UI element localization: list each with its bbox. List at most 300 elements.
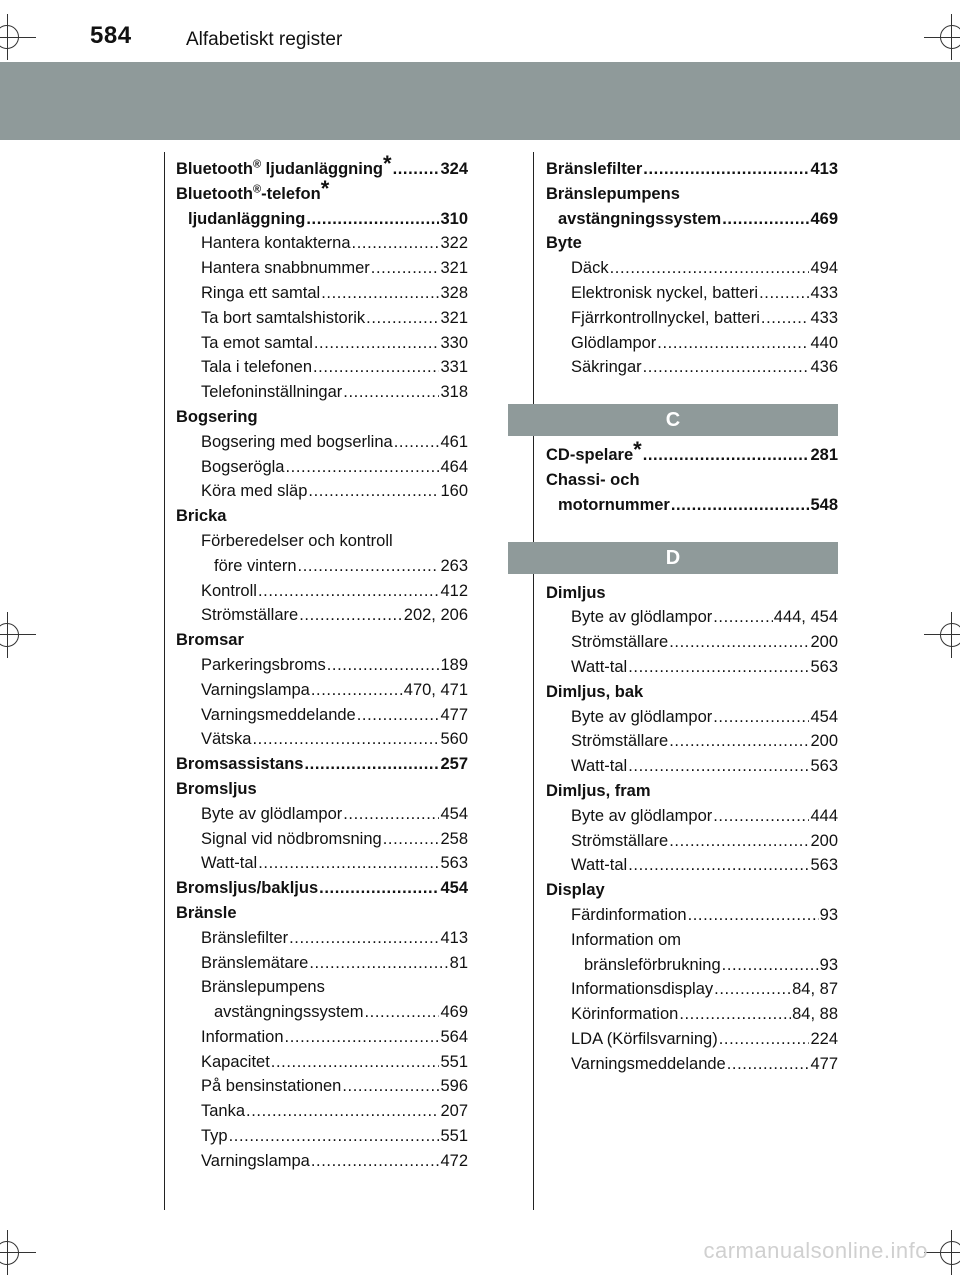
entry-term	[571, 331, 656, 356]
entry-term	[201, 1149, 310, 1174]
page-ref: 321	[440, 308, 468, 327]
dot-leader	[643, 355, 810, 380]
section-letter-c: C	[508, 404, 838, 436]
entry-term	[571, 829, 668, 854]
dot-leader	[722, 207, 809, 232]
dot-leader	[657, 331, 809, 356]
index-entry	[546, 281, 838, 306]
term-text: Bränslemätare	[201, 953, 309, 972]
footnote-star: *	[320, 175, 330, 201]
dot-leader	[352, 231, 440, 256]
dot-leader	[394, 430, 440, 455]
page-ref: 596	[440, 1077, 468, 1096]
index-entry	[546, 355, 838, 380]
page-ref: 331	[440, 358, 468, 377]
dot-leader	[722, 953, 819, 978]
entry-term	[188, 207, 305, 232]
dot-leader	[311, 678, 403, 703]
term-text: Bromsljus	[176, 779, 257, 798]
page-ref: 433	[810, 308, 838, 327]
index-entry	[176, 405, 468, 430]
term-text: Säkringar	[571, 358, 642, 377]
index-entry	[546, 680, 838, 705]
entry-term	[201, 827, 382, 852]
entry-term	[571, 804, 712, 829]
dot-leader	[688, 903, 819, 928]
dot-leader	[719, 1027, 810, 1052]
left-column-rule	[164, 152, 165, 1210]
section-gap	[546, 518, 838, 542]
dot-leader	[628, 853, 809, 878]
index-entry	[546, 953, 838, 978]
index-entry	[176, 355, 468, 380]
entry-term	[201, 727, 251, 752]
dot-leader	[671, 493, 810, 518]
page-ref: 472	[440, 1151, 468, 1170]
index-entry	[176, 1124, 468, 1149]
dot-leader	[252, 727, 439, 752]
entry-term	[176, 904, 237, 922]
dot-leader	[319, 876, 439, 901]
dot-leader	[258, 851, 439, 876]
term-text: Bränslefilter	[546, 160, 643, 178]
term-text: Strömställare	[571, 831, 669, 850]
index-entry	[546, 655, 838, 680]
top-strip	[0, 0, 960, 62]
index-entry	[176, 901, 468, 926]
index-entry	[546, 903, 838, 928]
entry-term	[201, 479, 307, 504]
entry-term	[201, 978, 325, 996]
term-text: Förberedelser och kontroll	[201, 531, 393, 550]
term-text-cont: ljudanläggning	[261, 160, 383, 178]
page-ref: 258	[440, 829, 468, 848]
index-entry	[176, 628, 468, 653]
index-entry	[546, 1027, 838, 1052]
dot-leader	[304, 752, 439, 777]
index-entry	[176, 653, 468, 678]
page-ref: 281	[810, 446, 838, 465]
entry-term	[571, 1027, 718, 1052]
page-ref: 412	[440, 581, 468, 600]
entry-term	[214, 554, 297, 579]
index-entry	[546, 493, 838, 518]
dot-leader	[308, 479, 439, 504]
entry-term	[571, 977, 713, 1002]
entry-term	[546, 584, 606, 602]
entry-term	[571, 655, 627, 680]
registered-mark: ®	[252, 183, 262, 196]
index-entry	[546, 605, 838, 630]
entry-term	[201, 331, 313, 356]
entry-term	[176, 408, 258, 426]
dot-leader	[309, 951, 448, 976]
page-ref: 413	[440, 928, 468, 947]
dot-leader	[669, 630, 809, 655]
term-text: Körinformation	[571, 1005, 679, 1024]
index-entry	[176, 430, 468, 455]
term-text: Watt-tal	[571, 657, 628, 676]
page-ref: 310	[440, 209, 468, 228]
page-ref: 444, 454	[773, 608, 838, 627]
term-text: före vintern	[214, 556, 297, 575]
entry-term	[201, 532, 393, 550]
term-text: Vätska	[201, 730, 252, 749]
term-text: Telefoninställningar	[201, 383, 343, 402]
dot-leader	[298, 554, 440, 579]
entry-term	[201, 1050, 270, 1075]
index-entry	[546, 878, 838, 903]
index-entry	[176, 1000, 468, 1025]
term-text: Bromsljus/bakljus	[176, 879, 319, 898]
term-text: Ringa ett samtal	[201, 283, 321, 302]
term-text: Köra med släp	[201, 482, 308, 501]
page-ref: 563	[810, 856, 838, 875]
term-text: Watt-tal	[571, 856, 628, 875]
page-ref: 461	[440, 432, 468, 451]
term-text: Varningslampa	[201, 680, 310, 699]
entry-term	[176, 151, 392, 182]
footnote-star: *	[383, 151, 392, 176]
index-entry	[176, 554, 468, 579]
index-entry	[176, 306, 468, 331]
term-text: Däck	[571, 259, 609, 278]
term-text: Watt-tal	[201, 854, 258, 873]
term-text: Varningsmeddelande	[201, 705, 356, 724]
entry-term	[201, 281, 320, 306]
page-ref: 464	[440, 457, 468, 476]
dot-leader	[229, 1124, 440, 1149]
footnote-star: *	[633, 437, 642, 463]
dot-leader	[365, 1000, 440, 1025]
term-text: Strömställare	[571, 633, 669, 652]
page-ref: 477	[440, 705, 468, 724]
entry-term	[214, 1000, 364, 1025]
header-band	[0, 62, 960, 140]
term-text: Bränslefilter	[201, 928, 289, 947]
index-entry	[546, 581, 838, 606]
page-ref: 263	[440, 556, 468, 575]
term-text: Bränslepumpens	[201, 978, 325, 997]
registered-mark: ®	[252, 158, 262, 171]
term-text: Bogsering	[176, 407, 258, 426]
entry-term	[201, 1025, 284, 1050]
term-text: motornummer	[558, 495, 670, 514]
entry-term	[176, 752, 303, 777]
entry-term	[201, 703, 356, 728]
dot-leader	[643, 443, 810, 468]
dot-leader	[246, 1099, 439, 1124]
dot-leader	[357, 703, 440, 728]
entry-term	[571, 754, 627, 779]
dot-leader	[628, 655, 809, 680]
entry-term	[546, 683, 643, 701]
dot-leader	[628, 754, 809, 779]
dot-leader	[289, 926, 439, 951]
term-text-cont: -telefon	[261, 184, 321, 203]
dot-leader	[313, 355, 439, 380]
page-ref: 563	[440, 854, 468, 873]
index-entry	[176, 331, 468, 356]
entry-term	[558, 207, 721, 232]
entry-term	[546, 471, 640, 489]
dot-leader	[271, 1050, 440, 1075]
dot-leader	[383, 827, 440, 852]
page-ref: 93	[819, 905, 838, 924]
entry-term	[201, 380, 342, 405]
term-text: Ta emot samtal	[201, 333, 313, 352]
term-text: Information om	[571, 930, 682, 949]
page-ref: 200	[810, 732, 838, 751]
index-entry	[176, 926, 468, 951]
page-ref: 548	[810, 495, 838, 514]
index-entry	[176, 455, 468, 480]
index-entry	[176, 504, 468, 529]
term-text: Byte	[546, 234, 582, 253]
page-number: 584	[90, 22, 132, 49]
entry-term	[201, 653, 326, 678]
entry-term	[201, 851, 257, 876]
entry-term	[201, 306, 365, 331]
page-ref: 328	[440, 283, 468, 302]
index-entry	[176, 380, 468, 405]
entry-term	[201, 802, 342, 827]
dot-leader	[321, 281, 439, 306]
index-entry	[176, 975, 468, 1000]
term-text: Watt-tal	[571, 757, 628, 776]
page-ref: 563	[810, 757, 838, 776]
index-entry	[176, 207, 468, 232]
term-text: Dimljus, fram	[546, 781, 651, 800]
index-entry	[546, 1052, 838, 1077]
entry-term	[201, 603, 298, 628]
term-text: Bränslepumpens	[546, 184, 680, 203]
page-ref: 436	[810, 358, 838, 377]
page-ref: 200	[810, 831, 838, 850]
page-ref: 454	[440, 804, 468, 823]
section-letter-d: D	[508, 542, 838, 574]
term-text: Chassi- och	[546, 470, 640, 489]
entry-term	[201, 430, 393, 455]
middle-column-rule	[533, 152, 534, 1210]
page-ref: 207	[440, 1102, 468, 1121]
index-entry	[176, 802, 468, 827]
dot-leader	[643, 157, 809, 182]
index-entry	[176, 678, 468, 703]
entry-term	[546, 782, 651, 800]
index-entry	[176, 1099, 468, 1124]
term-text: Kapacitet	[201, 1052, 270, 1071]
entry-term	[201, 1074, 341, 1099]
page-ref: 469	[440, 1003, 468, 1022]
page-ref: 469	[810, 209, 838, 228]
page-ref: 189	[440, 655, 468, 674]
entry-term	[571, 256, 609, 281]
term-text: Display	[546, 881, 605, 900]
page-ref: 551	[440, 1127, 468, 1146]
dot-leader	[314, 331, 440, 356]
term-text: Hantera kontakterna	[201, 234, 351, 253]
page-ref: 564	[440, 1027, 468, 1046]
entry-term	[571, 1002, 678, 1027]
entry-term	[201, 1099, 245, 1124]
index-entry	[546, 829, 838, 854]
dot-leader	[713, 705, 809, 730]
index-column-right	[546, 157, 838, 1077]
index-entry	[546, 231, 838, 256]
entry-term	[584, 953, 721, 978]
page-ref: 444	[810, 806, 838, 825]
term-text: Kontroll	[201, 581, 257, 600]
term-text: Färdinformation	[571, 905, 687, 924]
index-entry	[176, 603, 468, 628]
page-ref: 322	[440, 234, 468, 253]
page-title: Alfabetiskt register	[186, 29, 343, 50]
term-text: bränsleförbrukning	[584, 955, 721, 974]
dot-leader	[669, 729, 809, 754]
term-text: Bromsar	[176, 631, 244, 650]
index-entry	[546, 804, 838, 829]
dot-leader	[327, 653, 440, 678]
entry-term	[546, 234, 582, 252]
page-ref: 454	[440, 879, 468, 898]
term-text: Informationsdisplay	[571, 980, 714, 999]
page-ref: 494	[810, 259, 838, 278]
index-entry	[546, 468, 838, 493]
term-text: Hantera snabbnummer	[201, 259, 370, 278]
term-text: Glödlampor	[571, 333, 657, 352]
index-entry	[176, 703, 468, 728]
term-text: Tala i telefonen	[201, 358, 312, 377]
index-entry	[546, 437, 838, 468]
page-ref: 224	[810, 1029, 838, 1048]
term-text: Typ	[201, 1127, 228, 1146]
term-text: Bluetooth	[176, 184, 253, 203]
dot-leader	[393, 157, 440, 182]
dot-leader	[761, 306, 810, 331]
dot-leader	[306, 207, 439, 232]
page-ref: 257	[440, 755, 468, 774]
dot-leader	[759, 281, 809, 306]
dot-leader	[713, 804, 809, 829]
page-ref: 330	[440, 333, 468, 352]
entry-term	[571, 306, 760, 331]
index-entry	[176, 777, 468, 802]
entry-term	[201, 1124, 228, 1149]
entry-term	[201, 455, 284, 480]
page-ref: 81	[449, 953, 468, 972]
index-entry	[176, 1025, 468, 1050]
term-text: Information	[201, 1027, 284, 1046]
page-ref: 321	[440, 259, 468, 278]
index-entry	[176, 479, 468, 504]
section-gap	[546, 380, 838, 404]
index-entry	[176, 851, 468, 876]
entry-term	[571, 630, 668, 655]
term-text: avstängningssystem	[214, 1003, 364, 1022]
dot-leader	[285, 1025, 440, 1050]
entry-term	[571, 1052, 726, 1077]
entry-term	[571, 903, 687, 928]
term-text: Byte av glödlampor	[571, 707, 713, 726]
term-text: Dimljus	[546, 583, 606, 602]
index-entry	[546, 182, 838, 207]
term-text: Byte av glödlampor	[571, 608, 713, 627]
dot-leader	[714, 977, 791, 1002]
page-ref: 160	[440, 482, 468, 501]
dot-leader	[311, 1149, 440, 1174]
index-entry	[176, 256, 468, 281]
term-text: Tanka	[201, 1102, 246, 1121]
index-entry	[176, 752, 468, 777]
entry-term	[571, 705, 712, 730]
index-entry	[176, 1149, 468, 1174]
index-entry	[546, 306, 838, 331]
index-entry	[176, 951, 468, 976]
page-ref: 84, 87	[792, 980, 838, 999]
index-entry	[546, 977, 838, 1002]
index-entry	[546, 256, 838, 281]
entry-term	[546, 437, 642, 468]
dot-leader	[371, 256, 440, 281]
index-entry	[546, 157, 838, 182]
index-entry	[546, 729, 838, 754]
dot-leader	[713, 605, 773, 630]
entry-term	[176, 780, 257, 798]
dot-leader	[258, 579, 440, 604]
dot-leader	[669, 829, 809, 854]
page-ref: 200	[810, 633, 838, 652]
entry-term	[571, 853, 627, 878]
page-ref: 202, 206	[403, 606, 468, 625]
term-text: Ta bort samtalshistorik	[201, 308, 366, 327]
entry-term	[176, 631, 244, 649]
page-ref: 563	[810, 657, 838, 676]
dot-leader	[610, 256, 810, 281]
page-ref: 433	[810, 283, 838, 302]
index-entry	[176, 579, 468, 604]
term-text: CD-spelare	[546, 446, 634, 465]
entry-term	[201, 355, 312, 380]
entry-term	[201, 579, 257, 604]
term-text: Bricka	[176, 507, 227, 526]
page-ref: 318	[440, 383, 468, 402]
term-text: På bensinstationen	[201, 1077, 342, 1096]
dot-leader	[343, 802, 439, 827]
index-entry	[176, 231, 468, 256]
dot-leader	[342, 1074, 439, 1099]
index-entry	[546, 754, 838, 779]
dot-leader	[366, 306, 439, 331]
term-text: Strömställare	[201, 606, 299, 625]
index-entry	[176, 876, 468, 901]
dot-leader	[299, 603, 403, 628]
entry-term	[571, 605, 712, 630]
page-ref: 324	[440, 160, 468, 178]
page-ref: 454	[810, 707, 838, 726]
term-text: Dimljus, bak	[546, 682, 644, 701]
index-entry	[176, 175, 468, 207]
term-text: Byte av glödlampor	[201, 804, 343, 823]
entry-term	[571, 931, 681, 949]
index-entry	[176, 727, 468, 752]
page-ref: 440	[810, 333, 838, 352]
page-ref: 470, 471	[403, 680, 468, 699]
term-text: Bluetooth	[176, 160, 253, 178]
entry-term	[546, 185, 680, 203]
entry-term	[176, 876, 318, 901]
term-text: Varningsmeddelande	[571, 1054, 726, 1073]
